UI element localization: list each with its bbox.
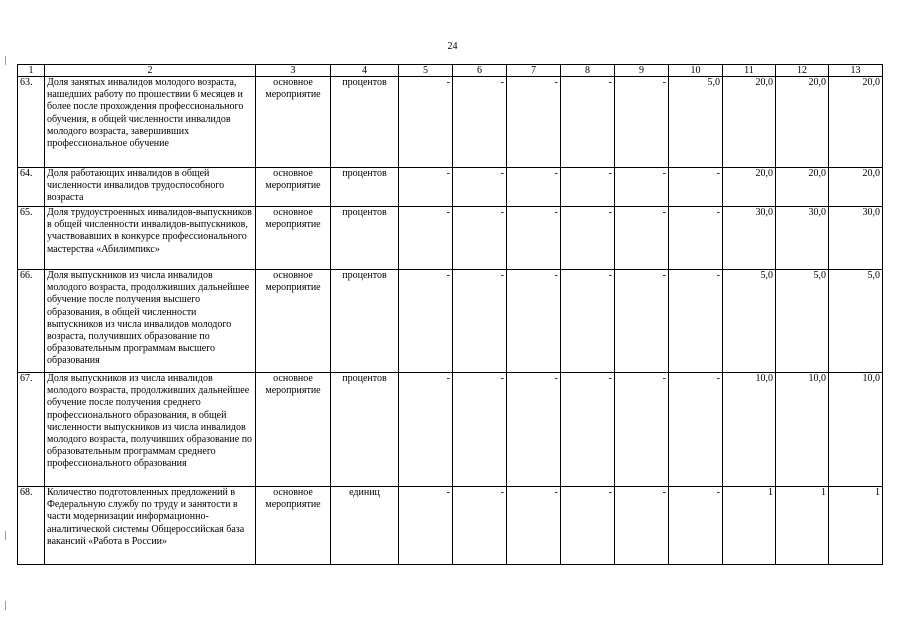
value-cell: 1	[723, 487, 776, 565]
value-cell: 10,0	[723, 373, 776, 487]
value-cell: 20,0	[829, 168, 883, 207]
row-number: 65.	[18, 207, 45, 270]
indicator-unit: процентов	[331, 207, 399, 270]
value-cell: -	[399, 77, 453, 168]
value-cell: -	[453, 373, 507, 487]
table-row	[18, 207, 883, 270]
value-cell: -	[615, 487, 669, 565]
header-cell: 3	[256, 65, 331, 77]
value-cell: -	[669, 373, 723, 487]
header-cell: 11	[723, 65, 776, 77]
value-cell: -	[669, 168, 723, 207]
header-cell: 13	[829, 65, 883, 77]
indicator-name: Доля работающих инвалидов в общей численности инвалидов трудоспособного возраста	[45, 168, 256, 207]
indicator-unit: процентов	[331, 270, 399, 373]
value-cell: 1	[776, 487, 829, 565]
indicator-type: основное мероприятие	[256, 270, 331, 373]
value-cell: 30,0	[829, 207, 883, 270]
value-cell: -	[561, 168, 615, 207]
indicator-unit: процентов	[331, 77, 399, 168]
page-number: 24	[447, 41, 458, 52]
value-cell: -	[615, 207, 669, 270]
table-row	[18, 373, 883, 487]
indicator-type: основное мероприятие	[256, 487, 331, 565]
scan-margin-mark	[5, 601, 6, 610]
indicators-table	[17, 64, 883, 565]
header-cell: 12	[776, 65, 829, 77]
value-cell: -	[561, 487, 615, 565]
value-cell: -	[561, 77, 615, 168]
value-cell: -	[507, 77, 561, 168]
indicator-name: Количество подготовленных предложений в Федеральную службу по труду и занятости в части модернизации информационно-аналитической системы Общероссийская база вакансий «Работа в России»	[45, 487, 256, 565]
indicator-name: Доля занятых инвалидов молодого возраста, нашедших работу по прошествии 6 месяцев и более после прохождения профессионального обучения, в общей численности инвалидов молодого возраста, завершивших профессиональное обучение	[45, 77, 256, 168]
indicator-type: основное мероприятие	[256, 77, 331, 168]
header-row	[18, 65, 883, 77]
header-cell: 8	[561, 65, 615, 77]
header-cell: 2	[45, 65, 256, 77]
value-cell: -	[615, 373, 669, 487]
value-cell: -	[615, 77, 669, 168]
value-cell: 5,0	[723, 270, 776, 373]
value-cell: 20,0	[723, 168, 776, 207]
value-cell: 20,0	[829, 77, 883, 168]
value-cell: 10,0	[829, 373, 883, 487]
table-row	[18, 168, 883, 207]
indicator-unit: единиц	[331, 487, 399, 565]
indicator-name: Доля выпускников из числа инвалидов молодого возраста, продолживших дальнейшее обучение после получения высшего образования, в общей численности выпускников из числа инвалидов молодого возраста, получивших образование по образовательным программам высшего образования	[45, 270, 256, 373]
value-cell: 5,0	[669, 77, 723, 168]
value-cell: 1	[829, 487, 883, 565]
value-cell: 30,0	[723, 207, 776, 270]
indicator-name: Доля выпускников из числа инвалидов молодого возраста, продолживших дальнейшее обучение после получения среднего профессионального образования, в общей численности выпускников из числа инвалидов молодого возраста, получивших образование по образовательным программам среднего профессионального образования	[45, 373, 256, 487]
row-number: 67.	[18, 373, 45, 487]
value-cell: -	[561, 207, 615, 270]
value-cell: -	[561, 270, 615, 373]
value-cell: -	[507, 270, 561, 373]
value-cell: -	[507, 373, 561, 487]
value-cell: -	[453, 77, 507, 168]
value-cell: -	[615, 168, 669, 207]
row-number: 64.	[18, 168, 45, 207]
value-cell: -	[453, 270, 507, 373]
value-cell: -	[507, 168, 561, 207]
scan-margin-mark	[5, 56, 6, 65]
header-cell: 4	[331, 65, 399, 77]
value-cell: -	[507, 207, 561, 270]
value-cell: -	[507, 487, 561, 565]
value-cell: 20,0	[723, 77, 776, 168]
value-cell: 30,0	[776, 207, 829, 270]
value-cell: -	[615, 270, 669, 373]
value-cell: 20,0	[776, 168, 829, 207]
value-cell: -	[561, 373, 615, 487]
value-cell: -	[399, 207, 453, 270]
value-cell: -	[453, 207, 507, 270]
scan-margin-mark	[5, 531, 6, 540]
value-cell: -	[399, 373, 453, 487]
value-cell: 5,0	[829, 270, 883, 373]
value-cell: 20,0	[776, 77, 829, 168]
value-cell: -	[399, 487, 453, 565]
value-cell: 5,0	[776, 270, 829, 373]
row-number: 68.	[18, 487, 45, 565]
indicator-name: Доля трудоустроенных инвалидов-выпускников в общей численности инвалидов-выпускников, участвовавших в конкурсе профессионального мастерства «Абилимпикс»	[45, 207, 256, 270]
value-cell: -	[453, 487, 507, 565]
value-cell: -	[669, 487, 723, 565]
header-cell: 7	[507, 65, 561, 77]
header-cell: 1	[18, 65, 45, 77]
indicator-type: основное мероприятие	[256, 207, 331, 270]
row-number: 66.	[18, 270, 45, 373]
value-cell: -	[399, 168, 453, 207]
header-cell: 5	[399, 65, 453, 77]
indicator-unit: процентов	[331, 373, 399, 487]
value-cell: -	[669, 207, 723, 270]
value-cell: -	[399, 270, 453, 373]
header-cell: 10	[669, 65, 723, 77]
table-row	[18, 487, 883, 565]
value-cell: -	[669, 270, 723, 373]
header-cell: 6	[453, 65, 507, 77]
table-row	[18, 77, 883, 168]
indicator-type: основное мероприятие	[256, 168, 331, 207]
value-cell: 10,0	[776, 373, 829, 487]
indicator-unit: процентов	[331, 168, 399, 207]
value-cell: -	[453, 168, 507, 207]
indicator-type: основное мероприятие	[256, 373, 331, 487]
table-row	[18, 270, 883, 373]
row-number: 63.	[18, 77, 45, 168]
header-cell: 9	[615, 65, 669, 77]
